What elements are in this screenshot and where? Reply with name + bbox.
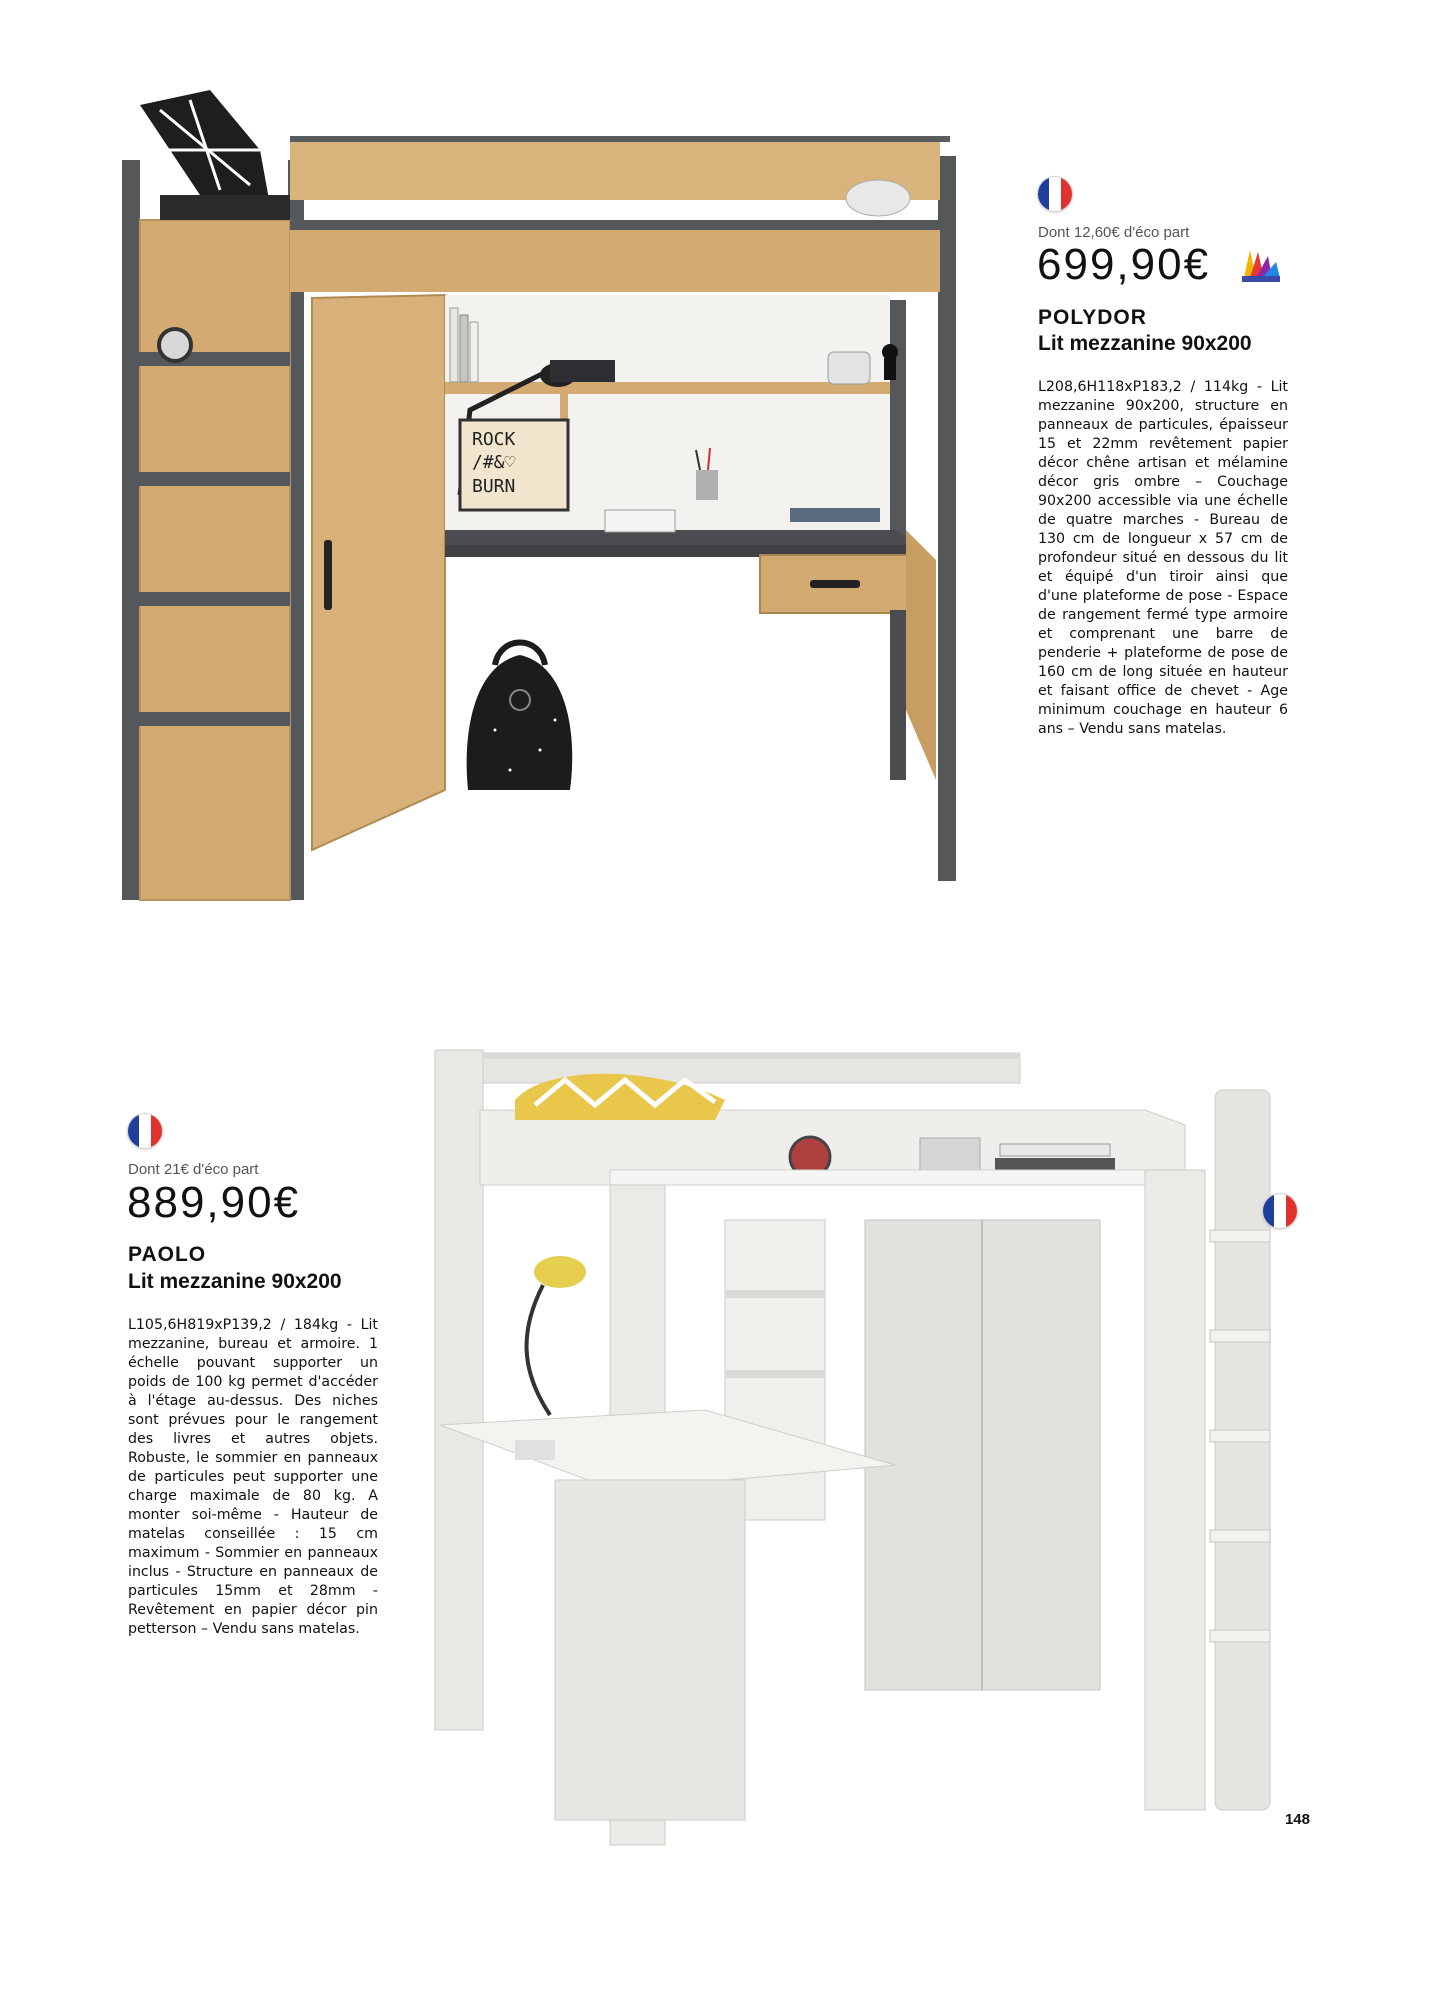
product-type: Lit mezzanine 90x200 bbox=[128, 1270, 342, 1293]
france-flag-icon bbox=[127, 1113, 163, 1149]
eco-part: Dont 12,60€ d'éco part bbox=[1038, 224, 1190, 241]
product-type: Lit mezzanine 90x200 bbox=[1038, 332, 1252, 355]
product-description: L208,6H118xP183,2 / 114kg - Lit mezzanine 90x200, structure en panneaux de particules, épaisseur 15 et 22mm revêtement papier décor chêne artisan et mélamine décor gris ombre – Couchage 90x200 accessible via une échelle de quatre marches - Bureau de 130 cm de longueur x 57 cm de profondeur situé en dessous du lit et équipé d'un tiroir ainsi que d'une plateforme de pose - Espace de rangement fermé type armoire et comprenant une barre de penderie + plateforme de pose de 160 cm de long située en hauteur et faisant office de chevet - Age minimum couchage en hauteur 6 ans – Vendu sans matelas. bbox=[1038, 379, 1288, 737]
svg-text:/#&♡: /#&♡ bbox=[472, 452, 516, 473]
france-flag-icon bbox=[1262, 1193, 1298, 1229]
product-name: PAOLO bbox=[128, 1243, 207, 1266]
page-number: 148 bbox=[1284, 1811, 1310, 1828]
product-description: L105,6H819xP139,2 / 184kg - Lit mezzanine, bureau et armoire. 1 échelle pouvant supporter un poids de 100 kg permet d'accéder à l'étage au-dessus. Des niches sont prévues pour le rangement des livres et autres objets. Robuste, le sommier en panneaux de particules peut supporter une charge maximale de 80 kg. A monter soi-même - Hauteur de matelas conseillée : 15 cm maximum - Sommier en panneaux inclus - Structure en panneaux de particules 15mm et 28mm - Revêtement en papier décor pin petterson – Vendu sans matelas. bbox=[128, 1317, 378, 1637]
product-name: POLYDOR bbox=[1038, 306, 1147, 329]
lightbox-text: ROCK bbox=[472, 429, 516, 450]
price: 699,90€ bbox=[1037, 240, 1211, 289]
eco-part: Dont 21€ d'éco part bbox=[128, 1161, 259, 1178]
price: 889,90€ bbox=[127, 1178, 301, 1227]
svg-text:BURN: BURN bbox=[472, 476, 516, 497]
paolo-bed-image bbox=[425, 1040, 1305, 1860]
